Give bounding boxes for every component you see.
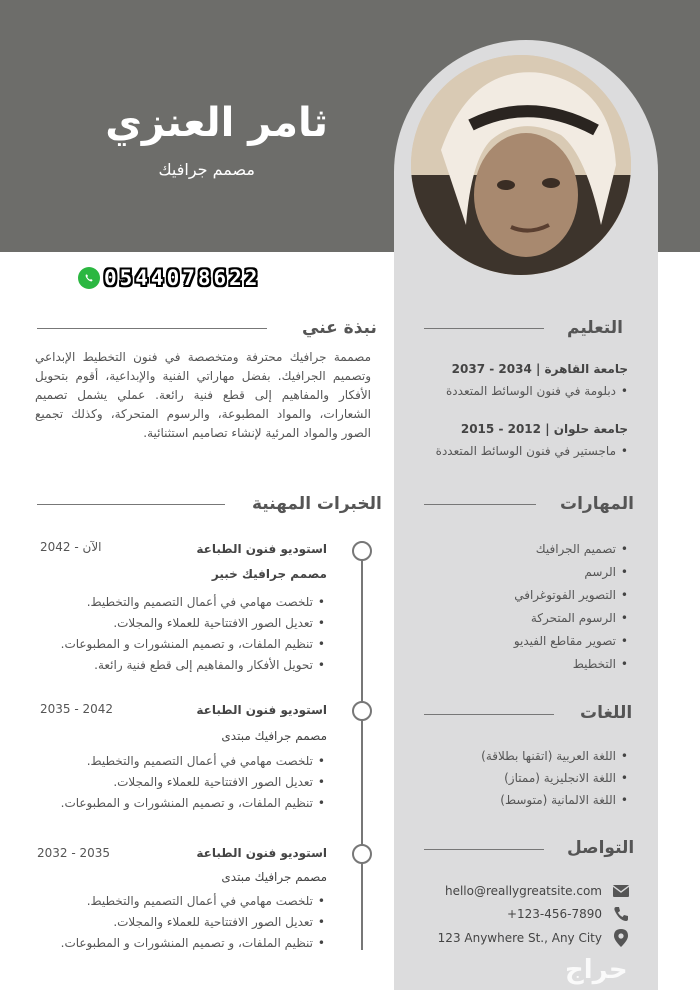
skills-list [514, 538, 630, 676]
list-item: • الرسوم المتحركة [514, 607, 630, 630]
experience-title: الخبرات المهنية [252, 494, 382, 514]
list-item: • اللغة الانجليزية (ممتاز) [481, 767, 630, 789]
watermark-logo: حراج [565, 955, 628, 985]
job-company: استوديو فنون الطباعة [196, 703, 327, 717]
job-date: 2042 - الآن [40, 540, 102, 554]
list-item: • تنظيم الملفات، و تصميم المنشورات و المطبوعات. [61, 933, 327, 954]
list-item: • اللغة العربية (اتقنها بطلاقة) [481, 745, 630, 767]
experience-divider [37, 504, 225, 505]
contact-divider [424, 849, 544, 850]
languages-title: اللغات [580, 703, 633, 723]
education-title: التعليم [567, 318, 623, 338]
phone-contact[interactable] [78, 265, 260, 291]
list-item: • تلخصت مهامي في أعمال التصميم والتخطيط. [61, 592, 327, 613]
list-item: • تنظيم الملفات، و تصميم المنشورات و المطبوعات. [61, 793, 327, 814]
list-item: • تصميم الجرافيك [514, 538, 630, 561]
person-name: ثامر العنزي [105, 100, 328, 146]
job-date: 2032 - 2035 [37, 846, 111, 860]
phone-number: 0544078622 [104, 266, 261, 290]
about-divider [37, 328, 267, 329]
education-heading: جامعة القاهرة | 2034 - 2037 [451, 362, 628, 376]
list-item: • الرسم [514, 561, 630, 584]
languages-divider [424, 714, 554, 715]
job-duties [61, 891, 327, 954]
list-item: • تحويل الأفكار والمفاهيم إلى قطع فنية رائعة. [61, 655, 327, 676]
address-text: 123 Anywhere St., Any City [437, 931, 602, 945]
about-title: نبذة عني [302, 318, 377, 338]
languages-list [481, 745, 630, 811]
timeline-marker [352, 844, 372, 864]
list-item: • تلخصت مهامي في أعمال التصميم والتخطيط. [61, 751, 327, 772]
job-role: مصمم جرافيك مبتدى [221, 870, 327, 884]
education-details [436, 444, 630, 458]
list-item: • اللغة الالمانية (متوسط) [481, 789, 630, 811]
contact-email[interactable] [430, 882, 630, 900]
contact-address[interactable] [430, 929, 630, 947]
list-item: • التخطيط [514, 653, 630, 676]
timeline-line [361, 550, 363, 950]
education-heading: جامعة حلوان | 2012 - 2015 [460, 422, 628, 436]
job-title: مصمم جرافيك [158, 160, 255, 179]
education-divider [424, 328, 544, 329]
email-text: hello@reallygreatsite.com [444, 884, 602, 898]
education-details [446, 384, 630, 398]
job-company: استوديو فنون الطباعة [196, 846, 327, 860]
list-item: • تصوير مقاطع الفيديو [514, 630, 630, 653]
list-item: • تلخصت مهامي في أعمال التصميم والتخطيط. [61, 891, 327, 912]
job-role: مصمم جرافيك خبير [211, 567, 327, 581]
phone-icon [612, 905, 630, 923]
contact-title: التواصل [567, 838, 635, 858]
whatsapp-icon [78, 267, 100, 289]
job-duties [61, 751, 327, 814]
profile-photo [411, 55, 631, 275]
job-company: استوديو فنون الطباعة [196, 542, 327, 556]
list-item: • التصوير الفوتوغرافي [514, 584, 630, 607]
envelope-icon [612, 882, 630, 900]
list-item: • تعديل الصور الافتتاحية للعملاء والمجلات. [61, 912, 327, 933]
profile-photo-illustration [411, 55, 631, 275]
list-item: • تنظيم الملفات، و تصميم المنشورات و المطبوعات. [61, 634, 327, 655]
location-pin-icon [612, 929, 630, 947]
job-date: 2035 - 2042 [40, 702, 114, 716]
list-item: • ماجستير في فنون الوسائط المتعددة [436, 444, 630, 458]
list-item: • تعديل الصور الافتتاحية للعملاء والمجلات. [61, 772, 327, 793]
list-item: • تعديل الصور الافتتاحية للعملاء والمجلات. [61, 613, 327, 634]
job-role: مصمم جرافيك مبتدى [221, 729, 327, 743]
timeline-marker [352, 541, 372, 561]
about-text: مصممة جرافيك محترفة ومتخصصة في فنون التخطيط الإبداعي وتصميم الجرافيك. بفضل مهاراتي الفنية والإبداعية، أقوم بتحويل الأفكار والمفاهيم إلى قطع فنية رائعة. عملي يشمل تصميم الشعارات، والمواد المطبوعة، والرسوم المتحركة، وكذلك تجميع الصور والمواد المرئية لإنشاء تصاميم استثنائية. [35, 350, 371, 440]
skills-divider [424, 504, 536, 505]
skills-title: المهارات [560, 494, 634, 514]
timeline-marker [352, 701, 372, 721]
job-duties [61, 592, 327, 676]
list-item: • دبلومة في فنون الوسائط المتعددة [446, 384, 630, 398]
contact-phone-text: +123-456-7890 [506, 907, 602, 921]
contact-phone[interactable] [430, 905, 630, 923]
